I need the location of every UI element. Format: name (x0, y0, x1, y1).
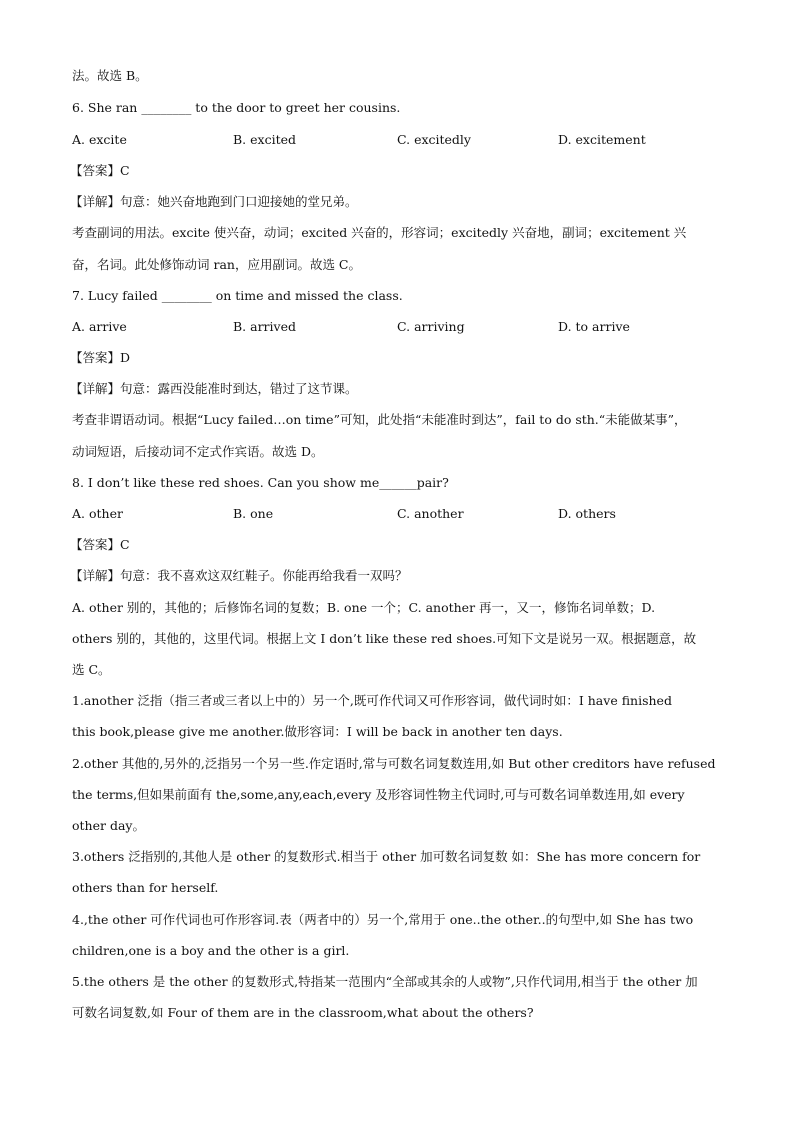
q8-option-a: A. other (72, 506, 123, 521)
q8-answer: 【答案】C (70, 537, 130, 552)
q6-answer: 【答案】C (70, 163, 130, 178)
q8-explanation-body: 选 C。 (72, 662, 111, 677)
q7-option-a: A. arrive (72, 319, 127, 334)
note-another-cont: this book,please give me another.做形容词：I will be back in another ten days. (72, 724, 563, 739)
note-others: 3.others 泛指别的,其他人是 other 的复数形式.相当于 other 加可数名词复数 如：She has more concern for (72, 849, 701, 864)
note-the-other-cont: children,one is a boy and the other is a girl. (72, 943, 350, 958)
q6-explanation-body: 考查副词的用法。excite 使兴奋，动词；excited 兴奋的，形容词；excitedly 兴奋地，副词；excitement 兴 (72, 225, 687, 240)
note-other: 2.other 其他的,另外的,泛指另一个另一些.作定语时,常与可数名词复数连用,如 But other creditors have refused (72, 756, 716, 771)
q6-option-a: A. excite (72, 132, 127, 147)
note-the-others: 5.the others 是 the other 的复数形式,特指某一范围内“全部或其余的人或物”,只作代词用,相当于 the other 加 (72, 974, 698, 989)
note-the-others-cont: 可数名词复数,如 Four of them are in the classroom,what about the others? (72, 1005, 534, 1020)
text-line: 法。故选 B。 (72, 68, 148, 83)
q7-option-c: C. arriving (397, 319, 465, 334)
q7-explanation: 【详解】句意：露西没能准时到达，错过了这节课。 (70, 381, 358, 396)
q8-explanation: 【详解】句意：我不喜欢这双红鞋子。你能再给我看一双吗？ (70, 568, 408, 583)
note-other-cont: other day。 (72, 818, 145, 833)
question-6: 6. She ran ________ to the door to greet her cousins. (72, 100, 401, 115)
q7-option-b: B. arrived (233, 319, 296, 334)
q6-option-d: D. excitement (558, 132, 646, 147)
note-another: 1.another 泛指（指三者或三者以上中的）另一个,既可作代词又可作形容词，做代词时如：I have finished (72, 693, 672, 708)
q6-explanation-body: 奋，名词。此处修饰动词 ran，应用副词。故选 C。 (72, 257, 361, 272)
question-8: 8. I don’t like these red shoes. Can you show me______pair? (72, 475, 449, 490)
note-the-other: 4.,the other 可作代词也可作形容词.表（两者中的）另一个,常用于 one..the other..的句型中,如 She has two (72, 912, 694, 927)
q7-explanation-body: 动词短语，后接动词不定式作宾语。故选 D。 (72, 444, 324, 459)
q6-explanation: 【详解】句意：她兴奋地跑到门口迎接她的堂兄弟。 (70, 194, 358, 209)
question-7: 7. Lucy failed ________ on time and missed the class. (72, 288, 403, 303)
q8-option-d: D. others (558, 506, 616, 521)
q8-option-b: B. one (233, 506, 274, 521)
q8-explanation-body: others 别的，其他的，这里代词。根据上文 I don’t like these red shoes.可知下文是说另一双。根据题意，故 (72, 631, 697, 646)
q7-explanation-body: 考查非谓语动词。根据“Lucy failed…on time”可知，此处指“未能准时到达”，fail to do sth.“未能做某事”， (72, 412, 687, 427)
q7-option-d: D. to arrive (558, 319, 630, 334)
q8-explanation-body: A. other 别的，其他的；后修饰名词的复数；B. one 一个；C. another 再一，又一，修饰名词单数；D. (72, 600, 656, 615)
q7-answer: 【答案】D (70, 350, 131, 365)
q8-option-c: C. another (397, 506, 464, 521)
note-other-cont: the terms,但如果前面有 the,some,any,each,every 及形容词性物主代词时,可与可数名词单数连用,如 every (72, 787, 685, 802)
q6-option-c: C. excitedly (397, 132, 471, 147)
note-others-cont: others than for herself. (72, 880, 219, 895)
q6-option-b: B. excited (233, 132, 297, 147)
